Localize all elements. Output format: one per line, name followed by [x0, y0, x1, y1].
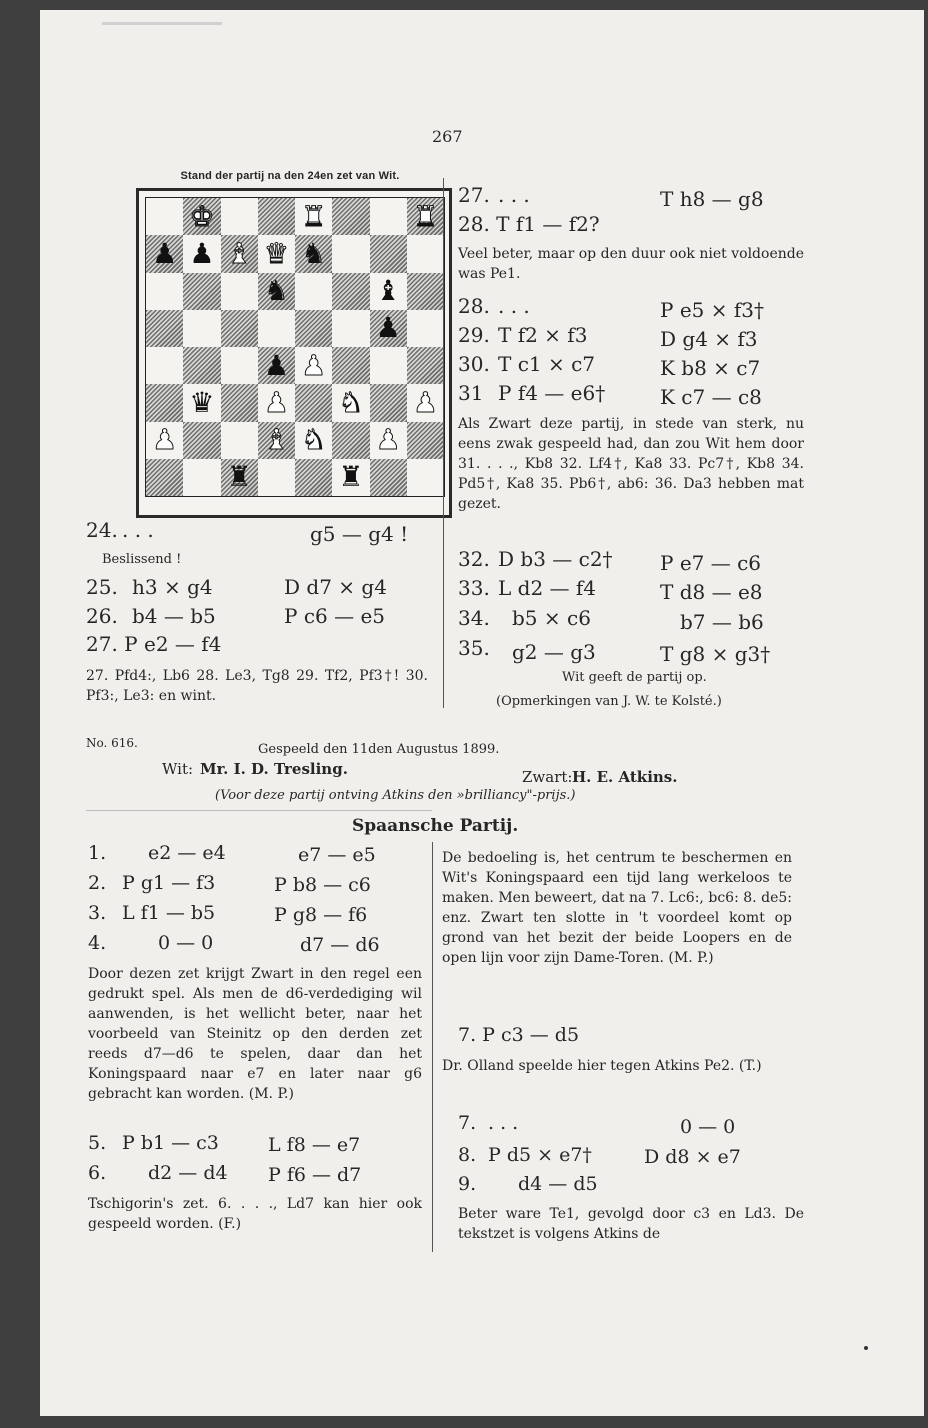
square-f2: [332, 422, 369, 459]
square-e4: [295, 347, 332, 384]
square-d2: [258, 422, 295, 459]
move-26-number: 26.: [86, 604, 118, 628]
square-b5: [183, 310, 220, 347]
square-g1: [370, 459, 407, 496]
square-c7: [221, 235, 258, 272]
move-31-black: K c7 — c8: [660, 385, 762, 409]
move-1-white: e2 — e4: [148, 842, 226, 864]
white-pawn-icon: ♟: [412, 385, 438, 419]
square-d4: [258, 347, 295, 384]
move-6-black: P f6 — d7: [268, 1164, 362, 1186]
square-f6: [332, 273, 369, 310]
square-a3: [146, 384, 183, 421]
square-e7: [295, 235, 332, 272]
move-31-white: P f4 — e6†: [498, 381, 606, 405]
move-7-white: 7. P c3 — d5: [458, 1024, 580, 1046]
square-f4: [332, 347, 369, 384]
black-pawn-icon: ♟: [189, 236, 215, 270]
black-knight-icon: ♞: [301, 236, 327, 270]
black-pawn-icon: ♟: [263, 348, 289, 382]
square-a1: [146, 459, 183, 496]
opening-title: Spaansche Partij.: [352, 816, 519, 836]
move-32-black: P e7 — c6: [660, 551, 762, 575]
ghost-rule: [86, 810, 432, 811]
square-e3: [295, 384, 332, 421]
square-b4: [183, 347, 220, 384]
move-34-black: b7 — b6: [680, 610, 764, 634]
white-player: Mr. I. D. Tresling.: [200, 760, 348, 778]
white-pawn-icon: ♟: [301, 348, 327, 382]
move-5-number: 5.: [88, 1132, 107, 1154]
move-34-white: b5 × c6: [512, 606, 591, 630]
black-player: H. E. Atkins.: [572, 768, 678, 786]
white-king-icon: ♚: [189, 199, 215, 233]
move-27b-white: . . .: [498, 183, 530, 207]
move-5-black: L f8 — e7: [268, 1134, 361, 1156]
move-25-number: 25.: [86, 575, 118, 599]
black-bishop-icon: ♝: [375, 274, 401, 308]
move-26-black: P c6 — e5: [284, 604, 386, 628]
book-page: [40, 10, 924, 1416]
white-label: Wit:: [162, 760, 194, 778]
move-33-black: T d8 — e8: [660, 580, 763, 604]
move-34-number: 34.: [458, 606, 490, 630]
white-bishop-icon: ♝: [263, 423, 289, 457]
move-30-black: K b8 × c7: [660, 356, 761, 380]
black-pawn-icon: ♟: [375, 311, 401, 345]
square-b3: [183, 384, 220, 421]
note-move-9: Beter ware Te1, gevolgd door c3 en Ld3. De tekstzet is volgens Atkins de: [458, 1206, 804, 1242]
square-f3: [332, 384, 369, 421]
move-33-number: 33.: [458, 576, 490, 600]
square-h4: [407, 347, 444, 384]
move-9-white: d4 — d5: [518, 1173, 598, 1195]
move-8-black: D d8 × e7: [644, 1146, 741, 1168]
black-knight-icon: ♞: [263, 274, 289, 308]
move-6-number: 6.: [88, 1162, 107, 1184]
move-27b-black: T h8 — g8: [660, 187, 764, 211]
square-f5: [332, 310, 369, 347]
move-27b-number: 27.: [458, 183, 490, 207]
move-8-white: P d5 × e7†: [488, 1144, 592, 1166]
square-f7: [332, 235, 369, 272]
move-8-number: 8.: [458, 1144, 477, 1166]
diagram-caption: Stand der partij na den 24en zet van Wit.: [180, 170, 400, 182]
square-g6: [370, 273, 407, 310]
game-date: Gespeeld den 11den Augustus 1899.: [258, 742, 500, 757]
move-25-white: h3 × g4: [132, 575, 213, 599]
white-knight-icon: ♞: [338, 385, 364, 419]
move-31-number: 31: [458, 381, 484, 405]
move-24-number: 24.: [86, 518, 118, 542]
square-h8: [407, 198, 444, 235]
move-4-white: 0 — 0: [158, 932, 214, 954]
square-d8: [258, 198, 295, 235]
square-g2: [370, 422, 407, 459]
note-move-6: Tschigorin's zet. 6. . . ., Ld7 kan hier ook gespeeld worden. (F.): [88, 1196, 422, 1232]
chess-diagram: [136, 188, 452, 518]
move-1-number: 1.: [88, 842, 107, 864]
square-c2: [221, 422, 258, 459]
move-32-number: 32.: [458, 547, 490, 571]
square-e6: [295, 273, 332, 310]
move-7b-white: . . .: [488, 1112, 519, 1134]
move-35-white: g2 — g3: [512, 640, 596, 664]
white-pawn-icon: ♟: [152, 423, 178, 457]
column-divider-bottom: [432, 842, 433, 1252]
notes-credit: (Opmerkingen van J. W. te Kolsté.): [496, 694, 722, 709]
move-28b-white: . . .: [498, 294, 530, 318]
square-d7: [258, 235, 295, 272]
move-7b-number: 7.: [458, 1112, 477, 1134]
move-26-white: b4 — b5: [132, 604, 216, 628]
square-e8: [295, 198, 332, 235]
square-a7: [146, 235, 183, 272]
note-31: Als Zwart deze partij, in stede van sterk, nu eens zwak gespeeld had, dan zou Wit hem door 31. . . ., Kb8 32. Lf4†, Ka8 33. Pc7†, Kb8 34. Pd5†, Ka8 35. Pb6†, ab6: 36. Da3 hebben mat gezet.: [458, 416, 804, 512]
square-e1: [295, 459, 332, 496]
square-c4: [221, 347, 258, 384]
move-4-black: d7 — d6: [300, 934, 380, 956]
square-g3: [370, 384, 407, 421]
square-b6: [183, 273, 220, 310]
square-d5: [258, 310, 295, 347]
square-b2: [183, 422, 220, 459]
move-7b-black: 0 — 0: [680, 1116, 736, 1138]
move-4-number: 4.: [88, 932, 107, 954]
move-2-white: P g1 — f3: [122, 872, 216, 894]
note-27: 27. Pfd4:, Lb6 28. Le3, Tg8 29. Tf2, Pf3†! 30. Pf3:, Le3: en wint.: [86, 668, 428, 704]
square-b8: [183, 198, 220, 235]
square-h7: [407, 235, 444, 272]
square-d3: [258, 384, 295, 421]
page-speck: [864, 1346, 868, 1350]
chess-board: [145, 197, 445, 497]
note-move-6-right: De bedoeling is, het centrum te beschermen en Wit's Koningspaard een tijd lang werkeloos te maken. Men beweert, dat na 7. Lc6:, bc6: 8. de5: enz. Zwart ten slotte in 't voordeel komt op grond van het bezit der beide Loopers en de open lijn voor zijn Dame-Toren. (M. P.): [442, 850, 792, 966]
move-6-white: d2 — d4: [148, 1162, 228, 1184]
prize-note: (Voor deze partij ontving Atkins den »brilliancy"-prijs.): [215, 788, 576, 803]
move-24-black: g5 — g4 !: [310, 522, 409, 546]
square-g5: [370, 310, 407, 347]
move-28b-black: P e5 × f3†: [660, 298, 764, 322]
square-h1: [407, 459, 444, 496]
move-27-white: 27. P e2 — f4: [86, 632, 222, 656]
white-queen-icon: ♛: [263, 236, 289, 270]
note-move-4: Door dezen zet krijgt Zwart in den regel een gedrukt spel. Als men de d6-verdediging wil aanwenden, is het wellicht beter, naar het voorbeeld van Steinitz op den derden zet reeds d7—d6 te spelen, daar dan het Koningspaard naar e7 en later naar g6 gebracht kan worden. (M. P.): [88, 966, 422, 1102]
square-h2: [407, 422, 444, 459]
game-result: Wit geeft de partij op.: [562, 670, 707, 685]
square-d6: [258, 273, 295, 310]
move-29-black: D g4 × f3: [660, 327, 758, 351]
white-rook-icon: ♜: [412, 199, 438, 233]
square-c3: [221, 384, 258, 421]
square-e5: [295, 310, 332, 347]
square-h5: [407, 310, 444, 347]
square-f1: [332, 459, 369, 496]
square-e2: [295, 422, 332, 459]
square-c5: [221, 310, 258, 347]
white-bishop-icon: ♝: [226, 236, 252, 270]
move-9-number: 9.: [458, 1173, 477, 1195]
move-35-black: T g8 × g3†: [660, 642, 771, 666]
square-b7: [183, 235, 220, 272]
move-3-white: L f1 — b5: [122, 902, 216, 924]
annotation-beslissend: Beslissend !: [102, 552, 182, 567]
white-pawn-icon: ♟: [375, 423, 401, 457]
square-h3: [407, 384, 444, 421]
square-h6: [407, 273, 444, 310]
black-rook-icon: ♜: [338, 460, 364, 494]
square-g4: [370, 347, 407, 384]
square-g8: [370, 198, 407, 235]
move-35-number: 35.: [458, 636, 490, 660]
square-a8: [146, 198, 183, 235]
white-pawn-icon: ♟: [263, 385, 289, 419]
move-30-number: 30.: [458, 352, 490, 376]
square-d1: [258, 459, 295, 496]
move-3-number: 3.: [88, 902, 107, 924]
move-30-white: T c1 × c7: [498, 352, 596, 376]
move-29-white: T f2 × f3: [498, 323, 588, 347]
black-label: Zwart:: [522, 768, 573, 786]
move-3-black: P g8 — f6: [274, 904, 368, 926]
white-knight-icon: ♞: [301, 423, 327, 457]
move-1-black: e7 — e5: [298, 844, 376, 866]
square-a2: [146, 422, 183, 459]
move-5-white: P b1 — c3: [122, 1132, 219, 1154]
square-a5: [146, 310, 183, 347]
black-pawn-icon: ♟: [152, 236, 178, 270]
page-edge-mark: [102, 22, 222, 25]
game-number: No. 616.: [86, 736, 138, 750]
square-b1: [183, 459, 220, 496]
move-2-number: 2.: [88, 872, 107, 894]
note-28: Veel beter, maar op den duur ook niet voldoende was Pe1.: [458, 246, 804, 282]
square-g7: [370, 235, 407, 272]
square-c6: [221, 273, 258, 310]
move-33-white: L d2 — f4: [498, 576, 597, 600]
white-rook-icon: ♜: [301, 199, 327, 233]
move-28-white: 28. T f1 — f2?: [458, 212, 600, 236]
square-a4: [146, 347, 183, 384]
black-rook-icon: ♜: [226, 460, 252, 494]
move-24-white: . . .: [122, 518, 154, 542]
note-move-7: Dr. Olland speelde hier tegen Atkins Pe2. (T.): [442, 1058, 762, 1074]
black-queen-icon: ♛: [189, 385, 215, 419]
move-2-black: P b8 — c6: [274, 874, 371, 896]
page-number: 267: [432, 127, 463, 146]
square-a6: [146, 273, 183, 310]
move-28b-number: 28.: [458, 294, 490, 318]
move-25-black: D d7 × g4: [284, 575, 387, 599]
move-29-number: 29.: [458, 323, 490, 347]
square-c8: [221, 198, 258, 235]
square-c1: [221, 459, 258, 496]
square-f8: [332, 198, 369, 235]
move-32-white: D b3 — c2†: [498, 547, 613, 571]
column-divider-top: [443, 178, 444, 708]
